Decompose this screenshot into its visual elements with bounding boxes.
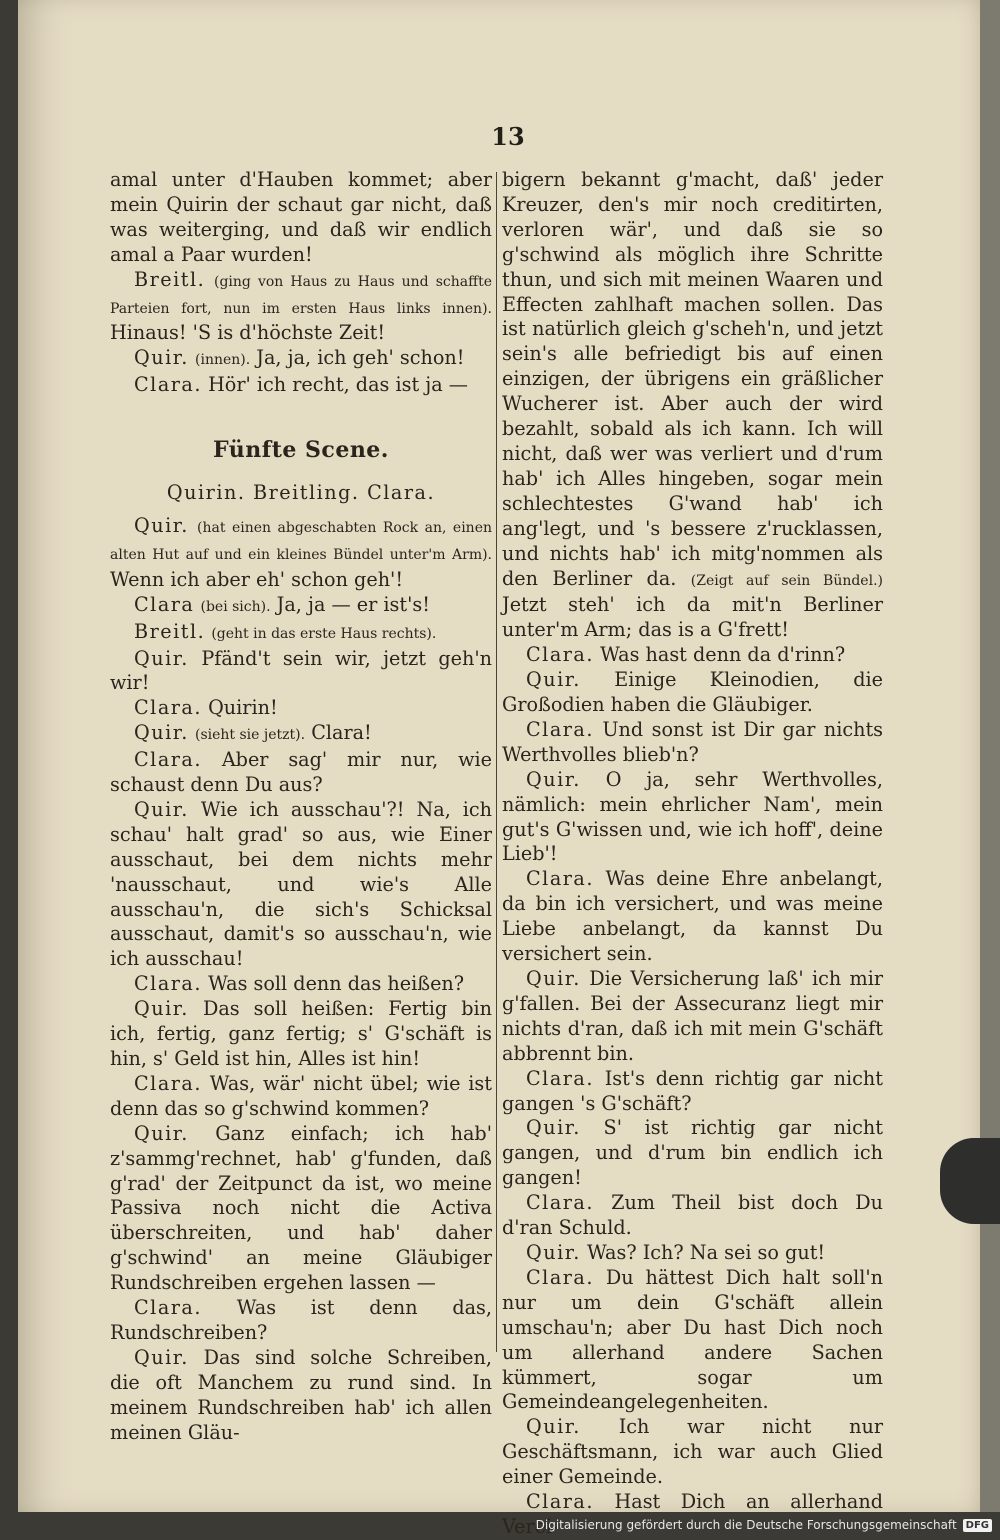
dialogue-paragraph <box>110 696 492 721</box>
dialogue-text: Ja, ja, ich geh' schon! <box>256 346 465 370</box>
speaker-name: Quir. <box>526 1415 581 1439</box>
dialogue-paragraph <box>110 620 492 647</box>
speaker-name: Quir. <box>134 513 189 537</box>
dialogue-paragraph <box>110 1346 492 1446</box>
dialogue-paragraph <box>110 647 492 697</box>
speaker-name: Quir. <box>134 721 189 745</box>
dialogue-paragraph <box>502 867 883 967</box>
dialogue-text: bigern bekannt g'macht, daß' jeder Kreuzer, den's mir noch creditirten, verloren wär', und daß sie so g'schwind als möglich ihre Schritte thun, und sich mit meinen Waaren und Effecten zahlhaft machen sollen. Das ist natürlich gleich g'scheh'n, und jetzt sein's alle befriedigt bis auf einen einzigen, der übrigens ein gräßlicher Wucherer ist. Aber auch der wird bezahlt, sobald als ich kann. Ich will nicht, daß wer was verliert und d'rum hab' ich Alles hingeben, sogar mein schlechtestes G'wand hab' ich ang'legt, und 's bessere z'rucklassen, und nichts hab' ich mitg'nommen als den Berliner da. <box>502 168 883 590</box>
stage-direction: (Zeigt auf sein Bündel.) <box>690 572 883 589</box>
dialogue-text: Das sind solche Schreiben, die oft Manchem zu rund sind. In meinem Rundschreiben hab' ich allen meinen Gläu- <box>110 1345 492 1444</box>
stage-direction: (geht in das erste Haus rechts). <box>211 625 437 642</box>
dialogue-text: Pfänd't sein wir, jetzt geh'n wir! <box>110 646 492 695</box>
speaker-name: Breitl. <box>134 267 206 291</box>
speaker-name: Clara. <box>526 1265 594 1289</box>
dialogue-text: Ich war nicht nur Geschäftsmann, ich war auch Glied einer Gemeinde. <box>502 1415 883 1489</box>
speaker-name: Clara. <box>134 1071 202 1095</box>
speaker-name: Clara. <box>526 717 594 741</box>
dialogue-text: Hast Dich an allerhand Verei- <box>502 1490 883 1538</box>
dialogue-paragraph <box>502 718 883 768</box>
dialogue-text: Und sonst ist Dir gar nichts Werthvolles blieb'n? <box>502 717 883 766</box>
dialogue-text: Quirin! <box>208 696 278 720</box>
digitization-footer <box>536 1516 992 1534</box>
page-edge <box>980 0 1000 1512</box>
footer-credit: Digitalisierung gefördert durch die Deutsche Forschungsgemeinschaft <box>535 1518 957 1532</box>
speaker-name: Clara. <box>526 643 594 667</box>
dialogue-paragraph <box>502 1116 883 1191</box>
dialogue-text: Wenn ich aber eh' schon geh'! <box>110 567 404 591</box>
dialogue-text: Einige Kleinodien, die Großodien haben die Gläubiger. <box>502 668 883 717</box>
dialogue-paragraph <box>110 373 492 398</box>
dialogue-paragraph <box>110 798 492 972</box>
speaker-name: Quir. <box>134 346 189 370</box>
dialogue-text: Was deine Ehre anbelangt, da bin ich versichert, und was meine Liebe anbelangt, da kannst Du versichert sein. <box>502 867 883 966</box>
speaker-name: Clara. <box>134 696 202 720</box>
speaker-name: Clara. <box>526 1066 594 1090</box>
dramatis-personae: Quirin. Breitling. Clara. <box>166 481 436 505</box>
speaker-name: Quir. <box>134 646 189 670</box>
dialogue-text: O ja, sehr Werthvolles, nämlich: mein ehrlicher Nam', mein gut's G'wissen und, wie ich hoff', deine Lieb'! <box>502 767 883 866</box>
dialogue-paragraph <box>110 1122 492 1296</box>
left-column <box>110 168 492 1446</box>
speaker-name: Clara. <box>134 373 202 397</box>
dialogue-paragraph <box>502 1241 883 1266</box>
stage-direction: (ging von Haus zu Haus und schaffte Parteien fort, nun im ersten Haus links innen). <box>110 273 492 317</box>
speaker-name: Quir. <box>526 967 581 990</box>
dialogue-paragraph <box>110 972 492 997</box>
dialogue-paragraph <box>502 1067 883 1117</box>
stage-direction: (innen). <box>195 352 251 369</box>
dialogue-text: Aber sag' mir nur, wie schaust denn Du aus? <box>110 748 492 797</box>
speaker-name: Breitl. <box>134 619 206 643</box>
dialogue-paragraph <box>110 268 492 347</box>
dialogue-paragraph <box>502 168 883 643</box>
dialogue-paragraph <box>110 168 492 268</box>
dialogue-text: Zum Theil bist doch Du d'ran Schuld. <box>502 1191 883 1240</box>
dialogue-paragraph <box>110 1072 492 1122</box>
dialogue-text: Ja, ja — er ist's! <box>276 592 430 616</box>
dfg-logo: DFG <box>963 1519 992 1532</box>
dialogue-text: Jetzt steh' ich da mit'n Berliner unter'm Arm; das is a G'frett! <box>502 593 883 642</box>
speaker-name: Clara. <box>134 1296 202 1320</box>
dialogue-paragraph <box>110 997 492 1072</box>
dialogue-text: Hinaus! 'S is d'höchste Zeit! <box>110 321 386 345</box>
column-divider <box>496 172 497 1352</box>
dialogue-paragraph <box>502 1191 883 1241</box>
dialogue-paragraph <box>502 768 883 868</box>
dialogue-paragraph <box>110 593 492 620</box>
right-column <box>502 168 883 1540</box>
scene-title: Fünfte Scene. <box>213 437 389 464</box>
dialogue-paragraph <box>110 1296 492 1346</box>
speaker-name: Clara. <box>134 972 202 996</box>
speaker-name: Clara. <box>134 748 202 772</box>
dialogue-paragraph <box>110 721 492 748</box>
speaker-name: Quir. <box>526 1240 581 1264</box>
dialogue-text: Was hast denn da d'rinn? <box>600 643 846 667</box>
speaker-name: Quir. <box>134 797 189 821</box>
page-number: 13 <box>491 122 525 151</box>
dialogue-text: Was ist denn das, Rundschreiben? <box>110 1296 492 1344</box>
dialogue-text: Wie ich ausschau'?! Na, ich schau' halt grad' so aus, wie Einer ausschaut, bei dem nichts mehr 'nausschaut, und wie's Alle ausschau'n, die sich's Schicksal ausschaut, damit's so ausschau'n, wie ich ausschau! <box>110 797 492 971</box>
speaker-name: Clara. <box>526 1191 594 1215</box>
dialogue-text: Du hättest Dich halt soll'n nur um dein G'schäft allein umschau'n; aber Du hast Dich noch um allerhand andere Sachen kümmert, sogar um Gemeindeangelegenheiten. <box>502 1265 883 1414</box>
dialogue-text: Was soll denn das heißen? <box>208 972 465 996</box>
speaker-name: Quir. <box>134 997 189 1021</box>
speaker-name: Quir. <box>134 1345 189 1369</box>
speaker-name: Clara. <box>526 867 594 891</box>
speaker-name: Quir. <box>526 767 581 791</box>
dialogue-paragraph <box>502 1415 883 1490</box>
dialogue-text: Das soll heißen: Fertig bin ich, fertig, ganz fertig; s' G'schäft is hin, s' Geld ist hin, Alles ist hin! <box>110 997 492 1070</box>
stage-direction: (hat einen abgeschabten Rock an, einen alten Hut auf und ein kleines Bündel unter'm Arm). <box>110 519 492 563</box>
dialogue-text: Hör' ich recht, das ist ja — <box>208 373 468 397</box>
dialogue-text: Clara! <box>311 721 372 745</box>
dialogue-paragraph <box>502 643 883 668</box>
stage-direction: (bei sich). <box>200 598 271 615</box>
page-tab <box>940 1138 1000 1224</box>
dialogue-text: Ist's denn richtig gar nicht gangen 's G'schäft? <box>502 1066 883 1115</box>
dialogue-text: Die Versicherung laß' ich mir g'fallen. Bei der Assecuranz liegt mir nichts d'ran, daß ich mit mein G'schäft abbrennt bin. <box>502 967 883 1065</box>
dialogue-paragraph <box>502 967 883 1067</box>
dialogue-paragraph <box>502 1266 883 1415</box>
dialogue-paragraph <box>110 514 492 593</box>
speaker-name: Clara. <box>526 1490 594 1514</box>
dialogue-paragraph <box>110 748 492 798</box>
stage-direction: (sieht sie jetzt). <box>195 727 306 744</box>
dialogue-text: Ganz einfach; ich hab' z'sammg'rechnet, hab' g'funden, daß g'rad' der Zeitpunct da ist, wo meine Passiva noch nicht die Activa überschreiten, und hab' daher g'schwind' an meine Gläubiger Rundschreiben ergehen lassen — <box>110 1121 492 1295</box>
dialogue-text: Was? Ich? Na sei so gut! <box>587 1240 826 1264</box>
dialogue-text: amal unter d'Hauben kommet; aber mein Quirin der schaut gar nicht, daß was weiterging, und daß wir endlich amal a Paar wurden! <box>110 168 492 266</box>
speaker-name: Clara <box>134 592 195 616</box>
dialogue-text: Was, wär' nicht übel; wie ist denn das so g'schwind kommen? <box>110 1071 492 1120</box>
speaker-name: Quir. <box>526 1116 581 1140</box>
dialogue-text: S' ist richtig gar nicht gangen, und d'rum bin endlich ich gangen! <box>502 1116 883 1190</box>
speaker-name: Quir. <box>134 1121 189 1145</box>
dialogue-paragraph <box>502 668 883 718</box>
dialogue-paragraph <box>110 346 492 373</box>
speaker-name: Quir. <box>526 668 581 692</box>
